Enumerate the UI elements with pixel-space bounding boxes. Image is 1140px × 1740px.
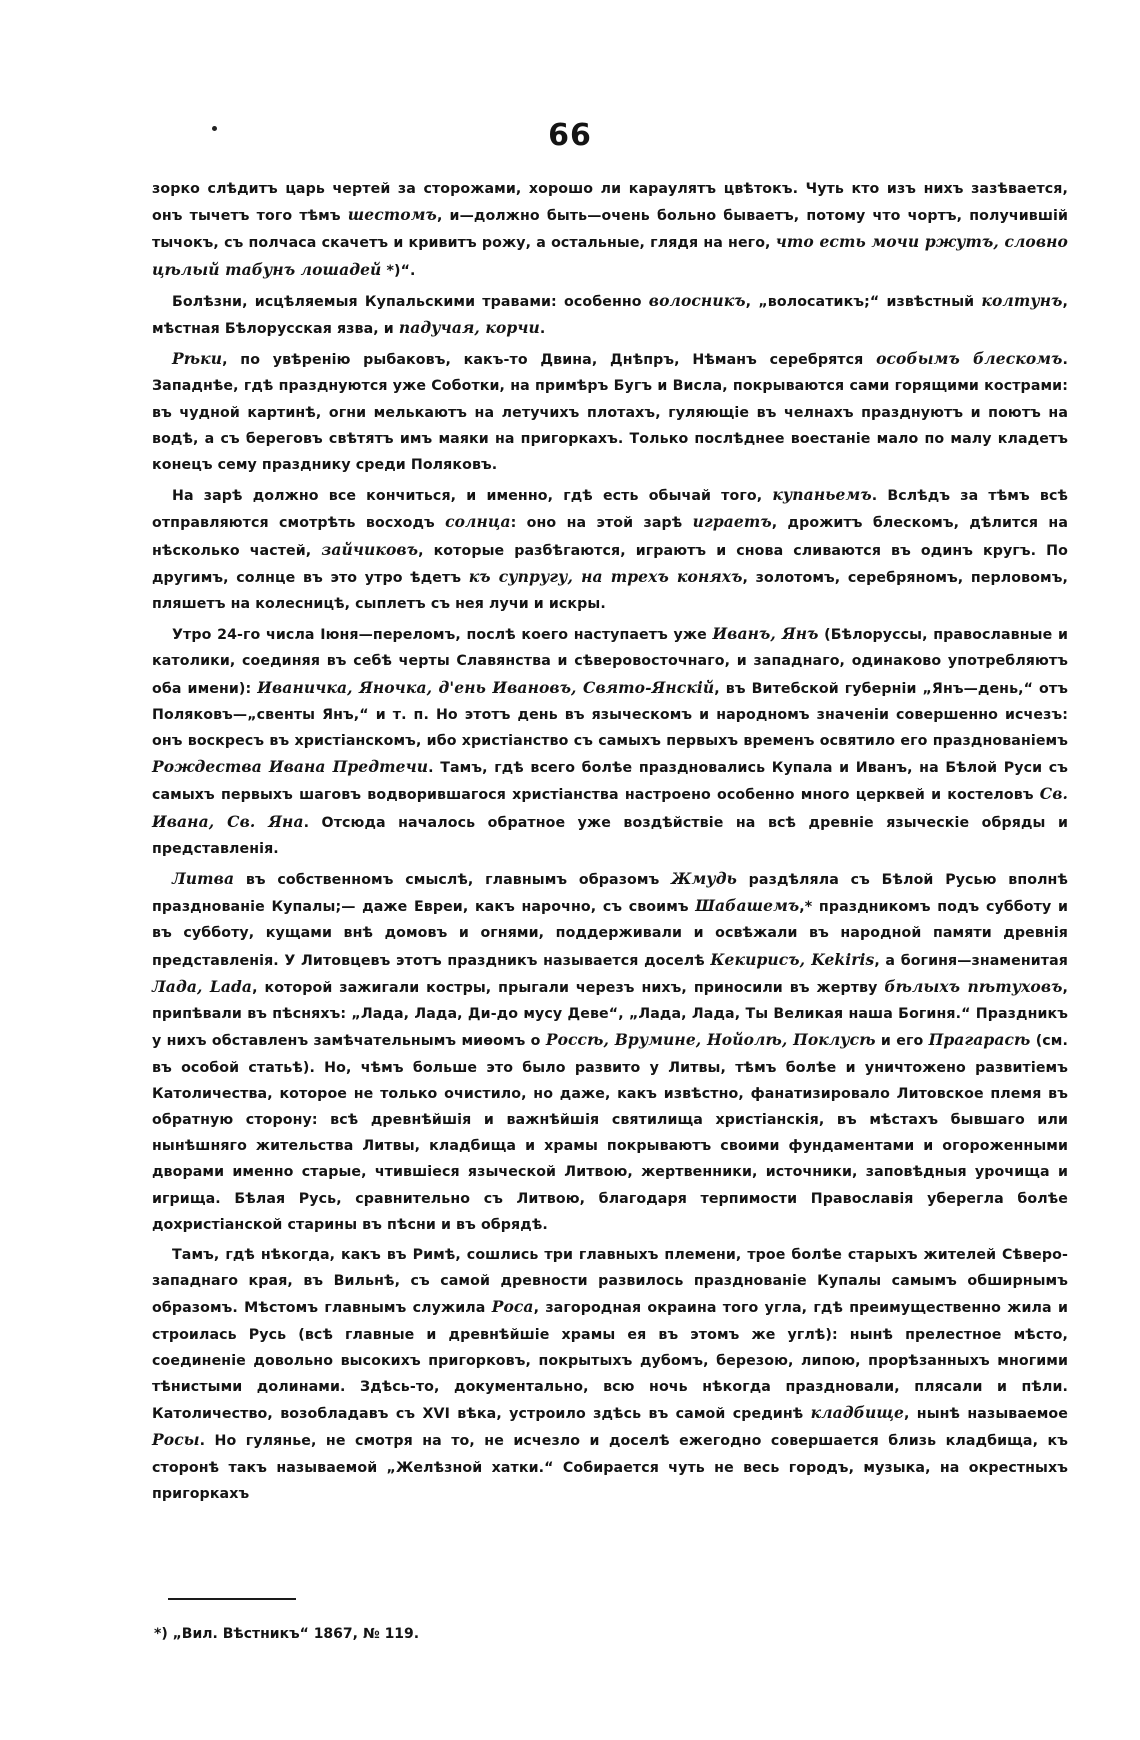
paragraph xyxy=(152,346,1068,478)
emphasis-text: Св. Ивана, Св. Яна xyxy=(152,784,1068,831)
emphasis-text: колтунъ xyxy=(981,290,1063,310)
emphasis-text: что есть мочи ржутъ, словно цѣлый табунъ лошадей xyxy=(152,232,1068,279)
footnote: *) „Вил. Вѣстникъ“ 1867, № 119. xyxy=(154,1626,420,1642)
emphasis-text: Рождества Ивана Предтечи xyxy=(152,757,429,777)
text-run: , по увѣренію рыбаковъ, какъ-то Двина, Днѣпръ, Нѣманъ серебрятся xyxy=(222,352,877,369)
emphasis-text: солнца xyxy=(445,512,511,532)
text-run: , припѣвали въ пѣсняхъ: „Лада, Лада, Ди-до мусу Деве“, „Лада, Лада, Ты Великая наша Богиня.“ Праздникъ у нихъ обставленъ замѣчательнымъ миѳомъ о xyxy=(152,979,1068,1050)
emphasis-text: Иванъ, Янъ xyxy=(712,624,819,644)
emphasis-text: Литва xyxy=(172,869,235,889)
footnote-divider xyxy=(168,1598,296,1600)
emphasis-text: бѣлыхъ пѣтуховъ xyxy=(884,976,1063,996)
text-run: , дрожитъ блескомъ, дѣлится на нѣсколько частей, xyxy=(152,515,1068,559)
paragraph xyxy=(152,176,1068,284)
emphasis-text: падучая, корчи xyxy=(398,318,540,338)
text-run: ,* праздникомъ подъ субботу и въ субботу, кущами внѣ домовъ и огнями, поддерживали и освѣжали въ народной памяти древнія представленія. У Литовцевъ этотъ праздникъ называется доселѣ xyxy=(152,899,1068,969)
page-number: 66 xyxy=(548,118,592,153)
emphasis-text: Кекирисъ, Kekiris xyxy=(710,949,875,969)
text-run: зорко слѣдитъ царь чертей за сторожами, хорошо ли караулятъ цвѣтокъ. Чуть кто изъ нихъ зазѣвается, онъ тычетъ того тѣмъ xyxy=(152,181,1068,225)
text-run: и его xyxy=(875,1033,929,1050)
text-run: , въ Витебской губерніи „Янъ—день,“ отъ Поляковъ—„свенты Янъ,“ и т. п. Но этотъ день въ языческомъ и народномъ значеніи совершенно исчезъ: онъ воскресъ въ христіанскомъ, ибо христіанство съ самыхъ первыхъ временъ освятило его празднованіемъ xyxy=(152,680,1068,750)
text-run: : оно на этой зарѣ xyxy=(510,515,693,532)
text-run: раздѣляла съ Бѣлой Русью вполнѣ празднованіе Купалы;— даже Евреи, какъ нарочно, съ своимъ xyxy=(152,872,1069,916)
emphasis-text: Россѣ, Врумине, Нойолѣ, Поклусѣ xyxy=(545,1030,876,1050)
text-run: , загородная окраина того угла, гдѣ преимущественно жила и строилась Русь (всѣ главные и древнѣйшіе храмы ея въ этомъ же углѣ): нынѣ прелестное мѣсто, соединеніе довольно высокихъ пригорковъ, покрытыхъ дубомъ, березою, липою, прорѣзанныхъ многими тѣнистыми долинами. Здѣсь-то, документально, всю ночь нѣкогда праздновали, плясали и пѣли. Католичество, возобладавъ съ XVI вѣка, устроило здѣсь въ самой срединѣ xyxy=(152,1300,1068,1423)
emphasis-text: зайчиковъ xyxy=(321,539,419,559)
text-run: (Бѣлоруссы, православные и католики, соединяя въ себѣ черты Славянства и сѣверовосточнаго, и западнаго, одинаково употребляютъ оба имени): xyxy=(152,627,1068,697)
text-run: , мѣстная Бѣлорусская язва, и xyxy=(152,293,1068,338)
paragraph xyxy=(152,1242,1068,1507)
emphasis-text: волосникъ xyxy=(648,290,746,310)
text-run: , „волосатикъ;“ извѣстный xyxy=(745,293,982,310)
text-run: , и—должно быть—очень больно бываетъ, потому что чортъ, получившій тычокъ, съ полчаса скачетъ и кривитъ рожу, а остальные, глядя на него, xyxy=(152,208,1069,252)
text-run: Болѣзни, исцѣляемыя Купальскими травами: особенно xyxy=(172,293,649,310)
emphasis-text: Лада, Lada xyxy=(152,976,253,996)
text-run: На зарѣ должно все кончиться, и именно, гдѣ есть обычай того, xyxy=(172,488,773,505)
emphasis-text: Роса xyxy=(491,1297,534,1317)
paragraph xyxy=(152,288,1068,342)
emphasis-text: шестомъ xyxy=(347,205,437,225)
text-run: , которые разбѣгаются, играютъ и снова сливаются въ одинъ кругъ. По другимъ, солнце въ это утро ѣдетъ xyxy=(152,542,1068,586)
text-run: . Вслѣдъ за тѣмъ всѣ отправляются смотрѣть восходъ xyxy=(152,488,1068,532)
emphasis-text: Иваничка, Яночка, д'ень Ивановъ, Свято-Янскій xyxy=(257,677,715,697)
text-run: , а богиня—знаменитая xyxy=(874,952,1068,969)
text-run: . Западнѣе, гдѣ празднуются уже Соботки, на примѣръ Бугъ и Висла, покрываются сами горящими кострами: въ чудной картинѣ, огни мелькаютъ на летучихъ плотахъ, гуляющіе въ челнахъ празднуютъ и поютъ на водѣ, а съ береговъ свѣтятъ имъ маяки на пригоркахъ. Только послѣднее воестаніе мало по малу кладетъ конецъ сему празднику среди Поляковъ. xyxy=(152,352,1068,474)
body-text xyxy=(152,176,1068,1511)
emphasis-text: особымъ блескомъ xyxy=(876,349,1063,369)
emphasis-text: къ супругу, на трехъ коняхъ xyxy=(468,566,743,586)
emphasis-text: Шабашемъ xyxy=(695,896,800,916)
text-run: , золотомъ, серебряномъ, перловомъ, пляшетъ на колесницѣ, сыплетъ съ нея лучи и искры. xyxy=(152,569,1068,613)
text-run: . Но гулянье, не смотря на то, не исчезло и доселѣ ежегодно совершается близь кладбища, къ сторонѣ такъ называемой „Желѣзной хатки.“ Собирается чуть не весь городъ, музыка, на окрестныхъ пригоркахъ xyxy=(152,1433,1068,1502)
text-run: *)“. xyxy=(381,262,416,279)
text-run: . Отсюда началось обратное уже воздѣйствіе на всѣ древніе языческіе обряды и представленія. xyxy=(152,814,1068,857)
text-run: . xyxy=(539,321,546,338)
emphasis-text: кладбище xyxy=(810,1403,904,1423)
paragraph xyxy=(152,866,1068,1238)
text-run: , которой зажигали костры, прыгали черезъ нихъ, приносили въ жертву xyxy=(252,979,885,996)
emphasis-text: Росы xyxy=(152,1430,200,1450)
paragraph xyxy=(152,621,1068,862)
text-run: Утро 24-го числа Іюня—переломъ, послѣ коего наступаетъ уже xyxy=(172,627,713,644)
text-run: (см. въ особой статьѣ). Но, чѣмъ больше это было развито у Литвы, тѣмъ болѣе и уничтожено развитіемъ Католичества, которое не только очистило, но даже, какъ извѣстно, фанатизировало Литовское племя въ обратную сторону: всѣ древнѣйшія и важнѣйшія святилища христіанскія, въ мѣстахъ бывшаго или нынѣшняго жительства Литвы, кладбища и храмы покрываютъ своими фундаментами и огороженными дворами именно старые, чтившіеся языческой Литвою, жертвенники, источники, заповѣдныя урочища и игрища. Бѣлая Русь, сравнительно съ Литвою, благодаря терпимости Православія уберегла болѣе дохристіанской старины въ пѣсни и въ обрядѣ. xyxy=(152,1033,1068,1233)
text-run: въ собственномъ смыслѣ, главнымъ образомъ xyxy=(234,872,672,889)
text-run: , нынѣ называемое xyxy=(903,1406,1068,1423)
text-run: . Тамъ, гдѣ всего болѣе праздновались Купала и Иванъ, на Бѣлой Руси съ самыхъ первыхъ шаговъ водворившагося христіанства настроено особенно много церквей и костеловъ xyxy=(152,760,1068,804)
paragraph xyxy=(152,482,1068,617)
emphasis-text: Рѣки xyxy=(172,349,223,369)
emphasis-text: купаньемъ xyxy=(772,485,872,505)
emphasis-text: Прагарасѣ xyxy=(928,1030,1031,1050)
emphasis-text: Жмудь xyxy=(671,869,737,889)
emphasis-text: играетъ xyxy=(692,512,772,532)
text-run: Тамъ, гдѣ нѣкогда, какъ въ Римѣ, сошлись три главныхъ племени, трое болѣе старыхъ жителей Сѣверо-западнаго края, въ Вильнѣ, съ самой древности развилось празднованіе Купалы самымъ обширнымъ образомъ. Мѣстомъ главнымъ служила xyxy=(152,1246,1068,1317)
